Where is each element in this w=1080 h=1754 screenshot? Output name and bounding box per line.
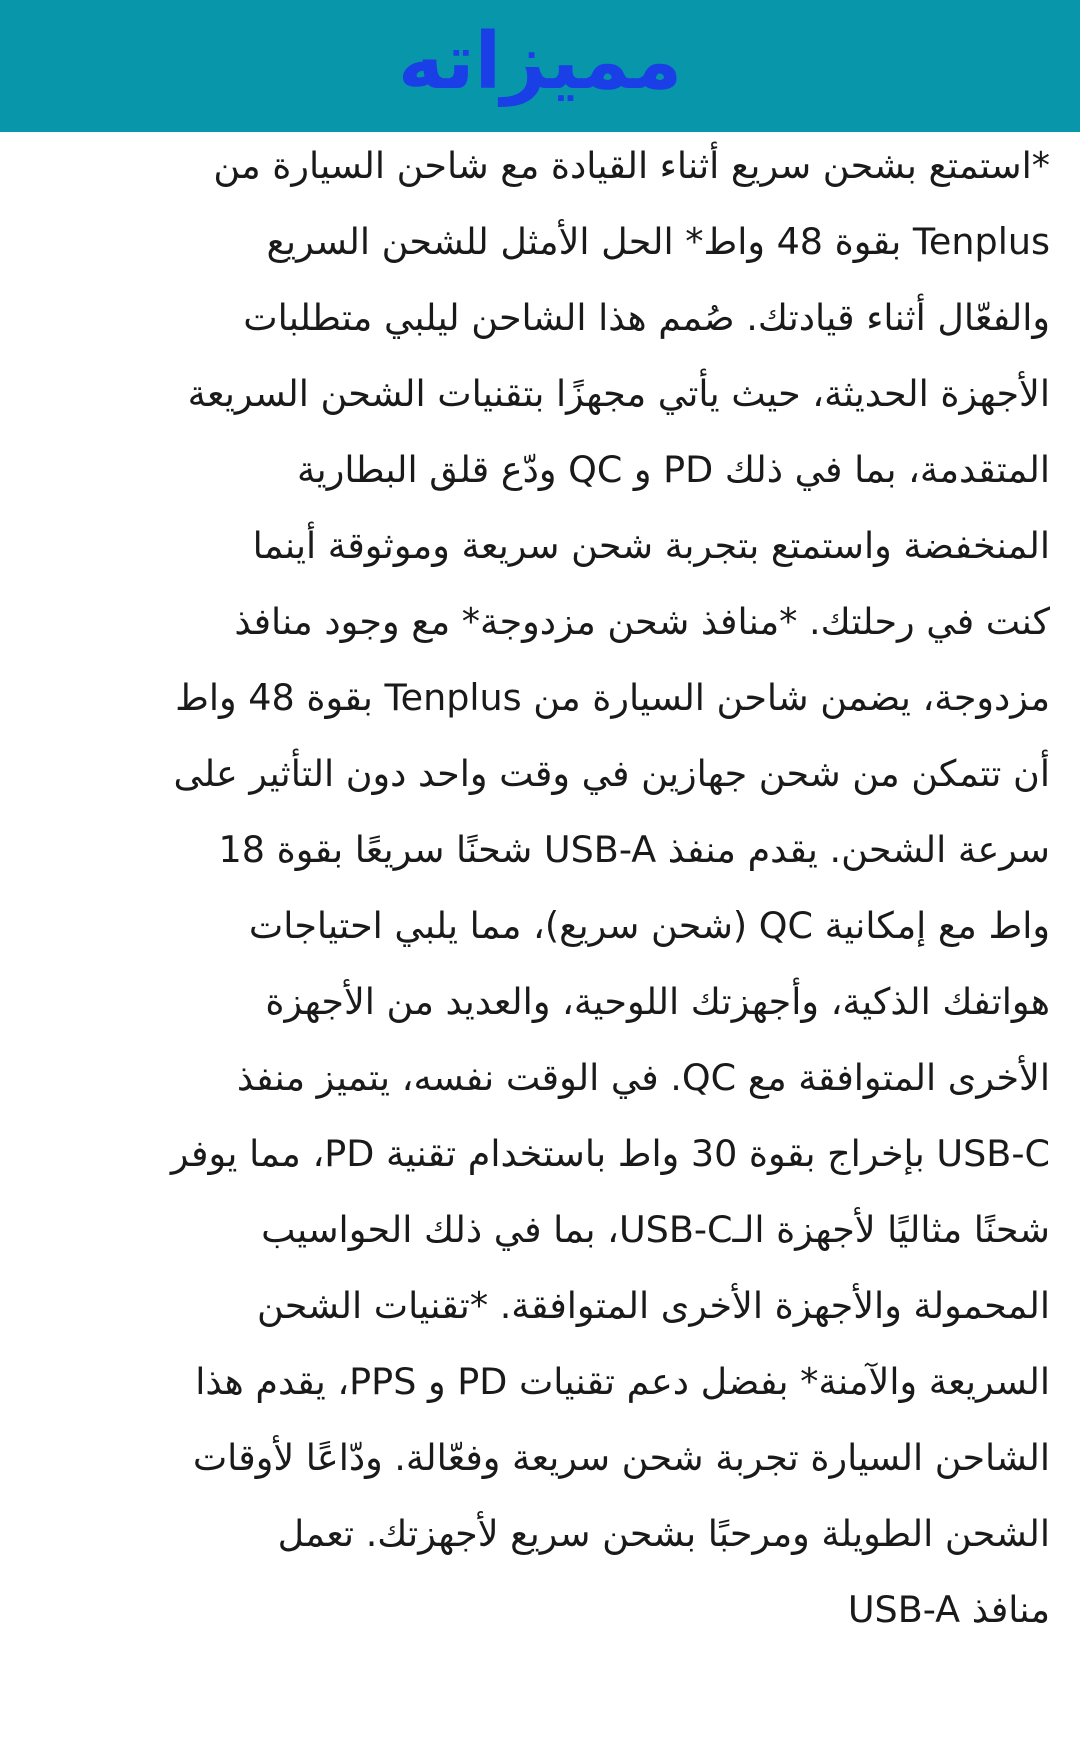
text-line: المنخفضة واستمتع بتجربة شحن سريعة وموثوقة أينما — [252, 524, 1050, 567]
text-line: والفعّال أثناء قيادتك. صُمم هذا الشاحن ليلبي متطلبات — [243, 296, 1050, 339]
text-line: الأخرى المتوافقة مع QC. في الوقت نفسه، يتميز منفذ — [236, 1056, 1050, 1099]
text-line: منافذ USB-A — [847, 1588, 1050, 1631]
text-line: سرعة الشحن. يقدم منفذ USB-A شحنًا سريعًا بقوة 18 — [218, 828, 1050, 871]
page-title: مميزاته — [397, 17, 683, 107]
text-line: السريعة والآمنة* بفضل دعم تقنيات PD و PPS، يقدم هذا — [195, 1360, 1050, 1403]
text-line: واط مع إمكانية QC (شحن سريع)، مما يلبي احتياجات — [248, 904, 1050, 947]
text-line: هواتفك الذكية، وأجهزتك اللوحية، والعديد من الأجهزة — [265, 980, 1050, 1023]
text-line: المحمولة والأجهزة الأخرى المتوافقة. *تقنيات الشحن — [256, 1284, 1050, 1327]
text-line: الأجهزة الحديثة، حيث يأتي مجهزًا بتقنيات الشحن السريعة — [187, 372, 1050, 415]
text-line: شحنًا مثاليًا لأجهزة الـUSB-C، بما في ذلك الحواسيب — [261, 1208, 1050, 1251]
header-banner — [0, 0, 1080, 132]
text-line: Tenplus بقوة 48 واط* الحل الأمثل للشحن السريع — [266, 220, 1050, 263]
features-paragraph — [26, 128, 1050, 1648]
text-line: الشحن الطويلة ومرحبًا بشحن سريع لأجهزتك. تعمل — [277, 1512, 1050, 1555]
text-line: أن تتمكن من شحن جهازين في وقت واحد دون التأثير على — [173, 752, 1050, 795]
text-line: الشاحن السيارة تجربة شحن سريعة وفعّالة. ودّاعًا لأوقات — [192, 1436, 1050, 1479]
text-line: USB-C بإخراج بقوة 30 واط باستخدام تقنية PD، مما يوفر — [170, 1132, 1050, 1175]
text-line: المتقدمة، بما في ذلك PD و QC ودّع قلق البطارية — [296, 448, 1050, 491]
text-line: *استمتع بشحن سريع أثناء القيادة مع شاحن السيارة من — [213, 144, 1050, 187]
text-line: مزدوجة، يضمن شاحن السيارة من Tenplus بقوة 48 واط — [175, 676, 1050, 719]
text-line: كنت في رحلتك. *منافذ شحن مزدوجة* مع وجود منافذ — [234, 600, 1050, 643]
